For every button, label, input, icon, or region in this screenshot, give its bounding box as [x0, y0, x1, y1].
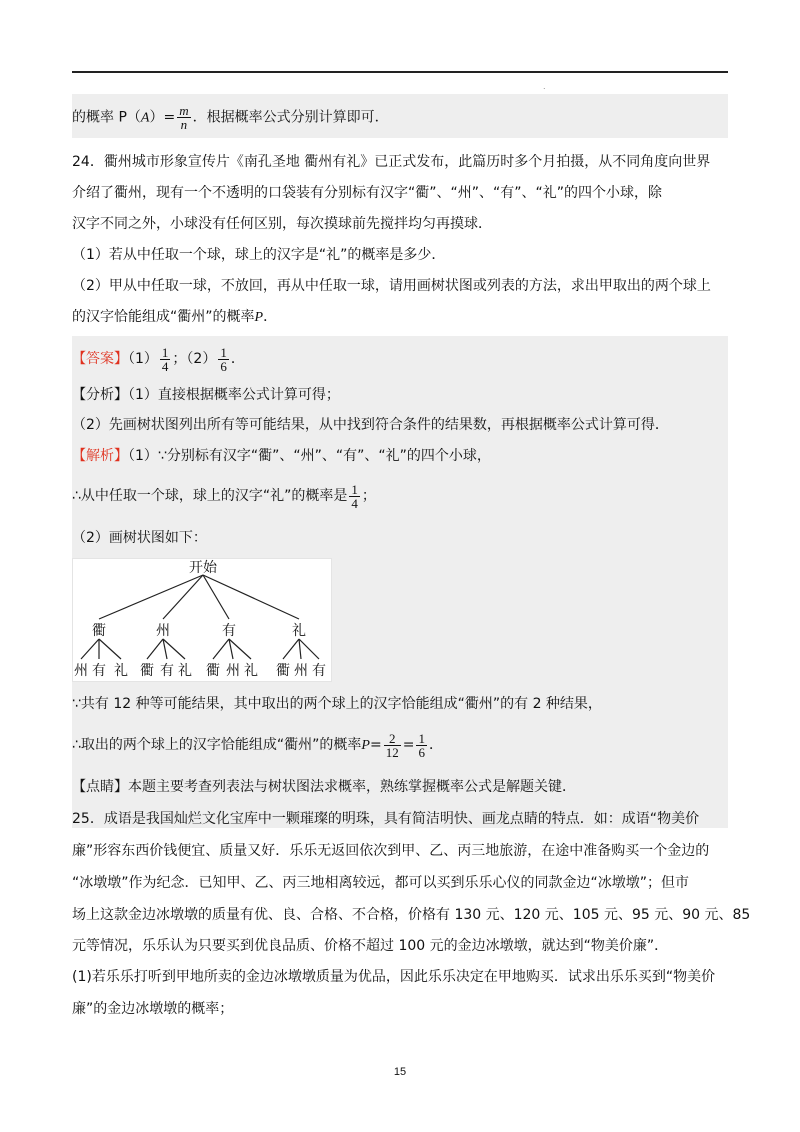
- q25-part-1a: (1)若乐乐打听到甲地所卖的金边冰墩墩质量为优品，因此乐乐决定在甲地购买．试求出乐乐买到“物美价: [72, 969, 716, 985]
- intro-suffix: ）=: [149, 109, 176, 126]
- tree-leaf-3-1: 衢: [206, 663, 220, 679]
- q24-part-2b-prefix: 的汉字恰能组成“衢州”的概率: [72, 309, 255, 325]
- intro-frac-den: n: [180, 117, 188, 132]
- intro-frac-num: m: [179, 103, 189, 118]
- answer-frac-1: [160, 346, 171, 373]
- solution-frac-3: [416, 732, 427, 759]
- intro-line: [72, 104, 728, 130]
- tree-root: 开始: [189, 560, 217, 576]
- tree-leaf-4-2: 州: [294, 663, 308, 679]
- solution-frac-2-den: 12: [385, 744, 399, 760]
- tree-leaf-4-1: 衢: [276, 663, 290, 679]
- solution-tag: 【解析】: [72, 448, 128, 464]
- solution-line-4: ∵共有 12 种等可能结果，其中取出的两个球上的汉字恰能组成“衢州”的有 2 种结果，: [72, 696, 602, 712]
- analysis-tag: 【分析】: [72, 387, 128, 403]
- solution-line-3: （2）画树状图如下：: [72, 530, 207, 546]
- answer-line: [72, 344, 728, 374]
- answer-frac-2: [218, 346, 229, 373]
- q25-line-5: 元等情况，乐乐认为只要买到优良品质、价格不超过 100 元的金边冰墩墩，就达到“物美价廉”．: [72, 938, 669, 954]
- q24-part-2b-var: P: [254, 310, 264, 325]
- answer-p1-label: （1）: [128, 351, 158, 367]
- solution-line-5-eq: =: [369, 737, 382, 753]
- solution-line-2: [72, 481, 728, 511]
- solution-line-5-var: P: [361, 738, 370, 753]
- comment-text: 本题主要考查列表法与树状图法求概率，熟练掌握概率公式是解题关键．: [128, 779, 576, 795]
- q24-line-3: 汉字不同之外，小球没有任何区别，每次摸球前先搅拌均匀再摸球．: [72, 216, 492, 232]
- q25-line-4: 场上这款金边冰墩墩的质量有优、良、合格、不合格，价格有 130 元、120 元、105 元、95 元、90 元、85: [72, 907, 751, 923]
- solution-line-2-end: ；: [361, 488, 376, 504]
- comment-tag: 【点睛】: [72, 779, 128, 795]
- q24-part-1: （1）若从中任取一个球，球上的汉字是“礼”的概率是多少．: [72, 247, 446, 263]
- header-rule: [72, 71, 728, 73]
- solution-line-5-end: ．: [428, 737, 443, 753]
- tree-leaf-2-2: 有: [160, 663, 174, 679]
- q25-line-2: 廉”形容东西价钱便宜、质量又好．乐乐无返回依次到甲、乙、丙三地旅游，在途中准备购买一个金边的: [72, 843, 710, 859]
- answer-tag: 【答案】: [72, 351, 128, 367]
- solution-line-5-eq2: =: [402, 737, 415, 753]
- answer-end: ．: [230, 351, 245, 367]
- q25-line-3: “冰墩墩”作为纪念．已知甲、乙、丙三地相离较远，都可以买到乐乐心仪的同款金边“冰墩墩”；但市: [72, 875, 690, 891]
- q24-part-2b: [72, 306, 728, 328]
- tree-leaf-2-3: 礼: [178, 663, 192, 679]
- q24-part-2: （2）甲从中任取一球，不放回，再从中任取一球，请用画树状图或列表的方法，求出甲取出的两个球上: [72, 278, 711, 294]
- answer-frac-1-num: 1: [161, 344, 169, 360]
- solution-frac-1: [349, 483, 360, 510]
- answer-sep: ；（2）: [172, 351, 217, 367]
- q24-line-1: 24．衢州城市形象宣传片《南孔圣地 衢州有礼》已正式发布，此篇历时多个月拍摄，从不同角度向世界: [72, 154, 711, 170]
- solution-line-1: [72, 445, 728, 467]
- header-dot: .: [543, 82, 546, 91]
- solution-frac-2: [384, 732, 401, 759]
- intro-tail: ．根据概率公式分别计算即可．: [192, 109, 389, 126]
- tree-leaf-3-3: 礼: [244, 663, 258, 679]
- intro-prefix: 的概率 P（: [72, 109, 141, 126]
- tree-leaf-4-3: 有: [312, 663, 326, 679]
- tree-branches: [81, 575, 319, 659]
- comment-line: [72, 776, 728, 798]
- analysis-text-1: （1）直接根据概率公式计算可得；: [128, 387, 340, 403]
- answer-frac-2-num: 1: [220, 344, 227, 360]
- answer-frac-2-den: 6: [220, 358, 227, 374]
- answer-frac-1-den: 4: [161, 358, 169, 374]
- page-number: 15: [393, 1066, 407, 1078]
- tree-leaf-1-3: 礼: [114, 663, 128, 679]
- analysis-line-1: [72, 384, 728, 406]
- q24-line-2: 介绍了衢州，现有一个不透明的口袋装有分别标有汉字“衢”、“州”、“有”、“礼”的四个小球，除: [72, 185, 663, 201]
- tree-node-3: 有: [222, 623, 236, 639]
- solution-text-1: （1）∵分别标有汉字“衢”、“州”、“有”、“礼”的四个小球，: [128, 448, 491, 464]
- tree-node-2: 州: [156, 623, 170, 639]
- solution-frac-1-num: 1: [351, 481, 358, 497]
- q24-part-2b-end: ．: [263, 309, 278, 325]
- tree-node-1: 衢: [92, 623, 106, 639]
- tree-leaf-2-1: 衢: [140, 663, 154, 679]
- q25-part-1b: 廉”的金边冰墩墩的概率；: [72, 1001, 234, 1017]
- solution-line-2-prefix: ∴从中任取一个球，球上的汉字“礼”的概率是: [72, 488, 348, 504]
- solution-frac-1-den: 4: [351, 495, 358, 511]
- solution-frac-3-num: 1: [418, 730, 425, 746]
- solution-line-5: [72, 730, 728, 760]
- tree-leaf-3-2: 州: [226, 663, 240, 679]
- intro-var-a: A: [140, 110, 150, 126]
- analysis-line-2: （2）先画树状图列出所有等可能结果，从中找到符合条件的结果数，再根据概率公式计算可得．: [72, 417, 669, 433]
- solution-frac-3-den: 6: [418, 744, 425, 760]
- solution-line-5-prefix: ∴取出的两个球上的汉字恰能组成“衢州”的概率: [72, 737, 362, 753]
- tree-leaf-1-1: 州: [74, 663, 88, 679]
- tree-diagram: [72, 558, 332, 682]
- q25-line-1: 25．成语是我国灿烂文化宝库中一颗璀璨的明珠，具有简洁明快、画龙点睛的特点．如：成语“物美价: [72, 811, 700, 827]
- solution-frac-2-num: 2: [384, 732, 401, 746]
- tree-leaf-1-2: 有: [92, 663, 106, 679]
- intro-fraction: [177, 104, 190, 131]
- tree-node-4: 礼: [292, 623, 306, 639]
